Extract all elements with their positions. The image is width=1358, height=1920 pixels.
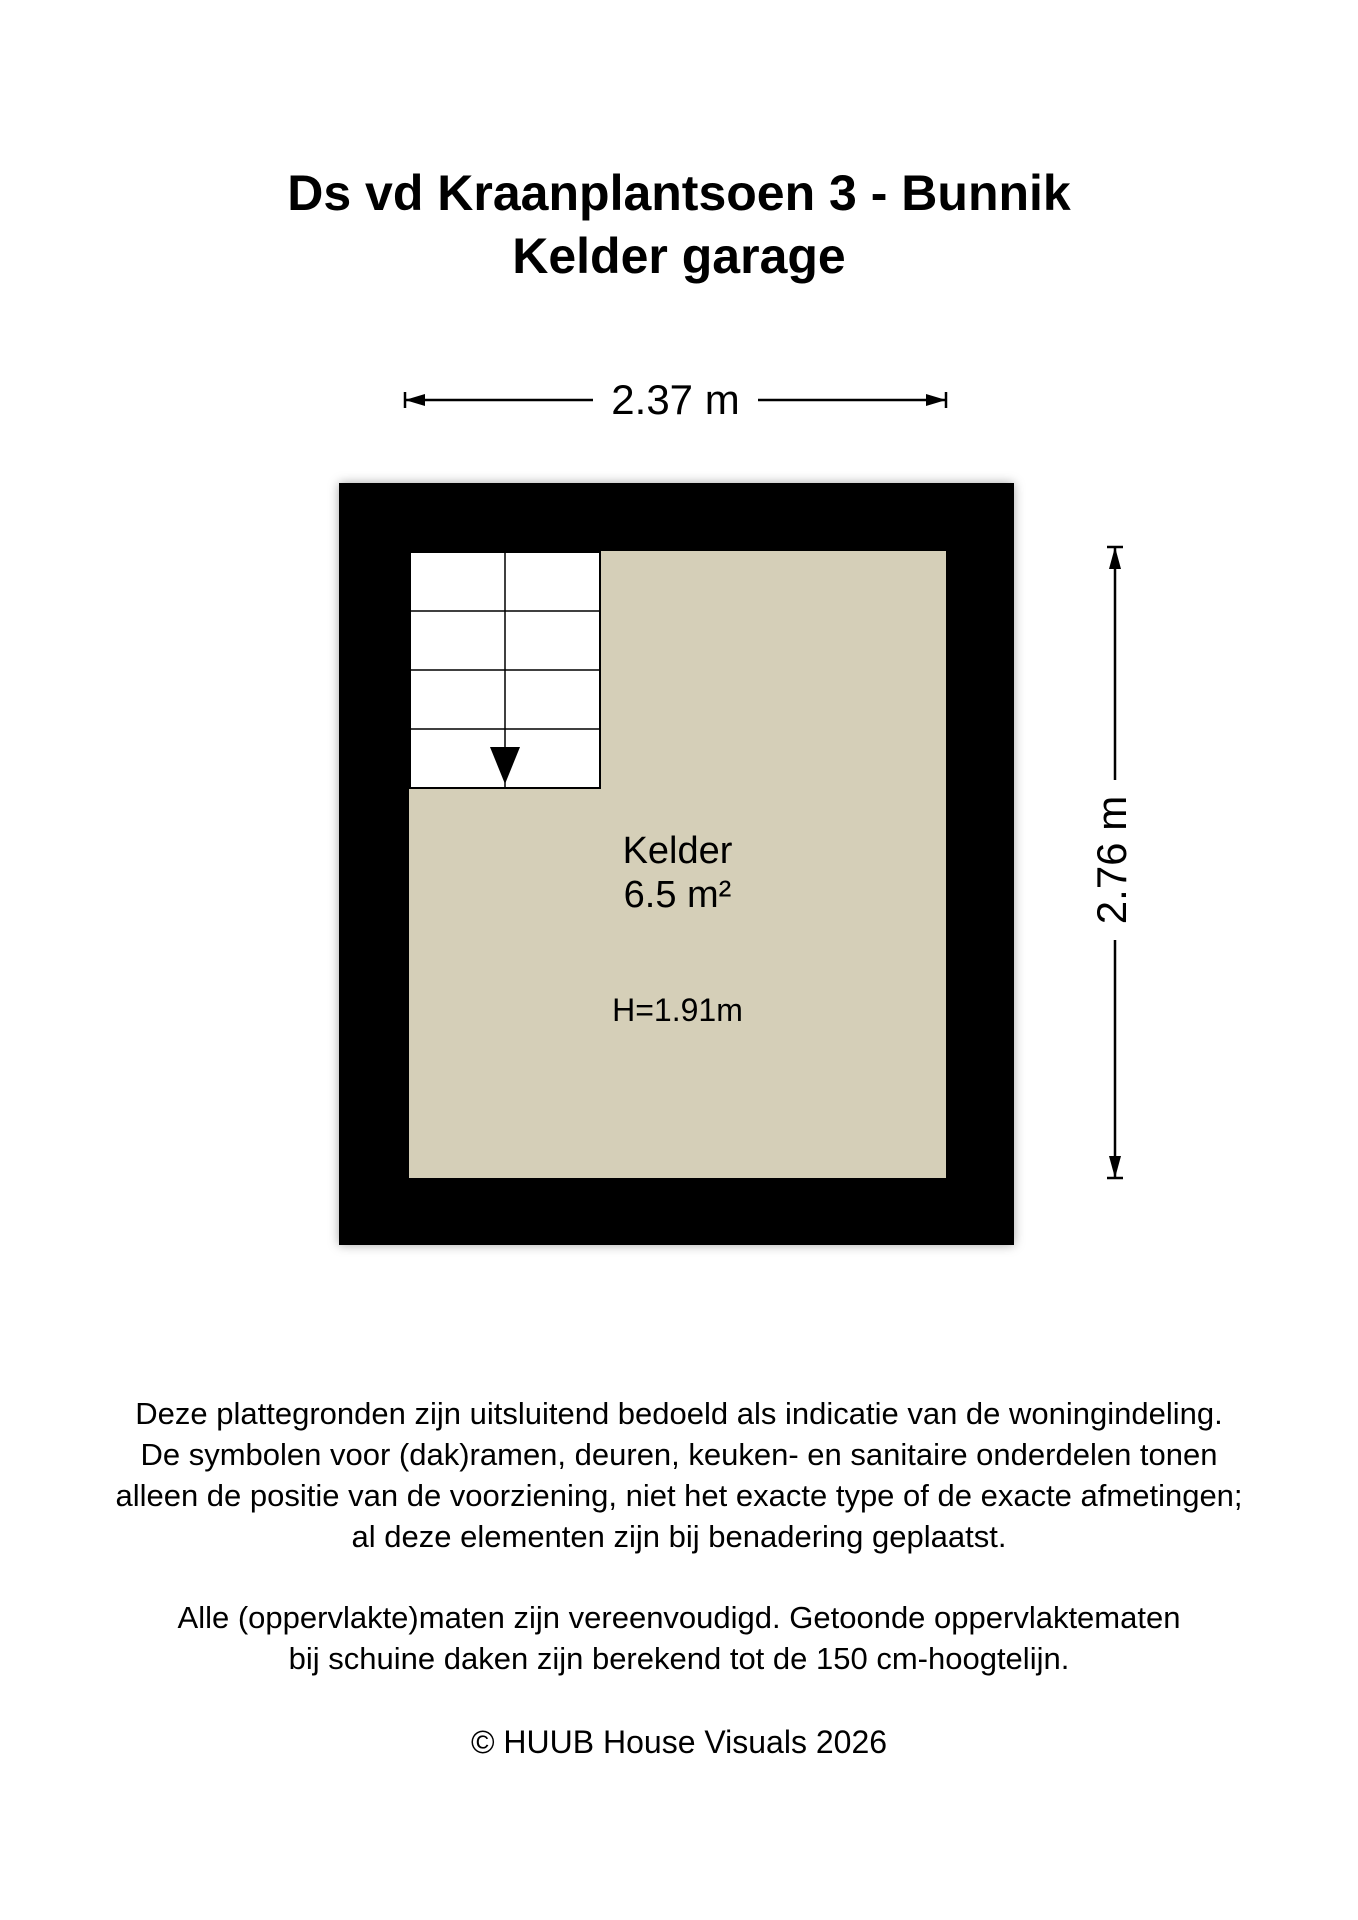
- disclaimer-paragraph-2: [0, 1597, 1358, 1679]
- staircase-icon: [409, 551, 601, 789]
- width-dimension-label: 2.37 m: [611, 376, 740, 423]
- disclaimer-line: Alle (oppervlakte)maten zijn vereenvoudigd. Getoonde oppervlaktematen: [177, 1600, 1181, 1635]
- width-dimension: [403, 370, 948, 430]
- room-area: 6.5 m²: [623, 874, 732, 916]
- plan-title-address: Ds vd Kraanplantsoen 3 - Bunnik: [287, 165, 1071, 221]
- disclaimer-line: al deze elementen zijn bij benadering geplaatst.: [351, 1519, 1007, 1554]
- room-ceiling-height: H=1.91m: [612, 992, 743, 1028]
- height-dimension-label: 2.76 m: [1088, 795, 1136, 925]
- plan-title-floor: Kelder garage: [512, 228, 846, 284]
- height-dimension: [1085, 545, 1145, 1180]
- floor-plan-walls: [339, 483, 1014, 1245]
- copyright-notice: © HUUB House Visuals 2026: [470, 1724, 888, 1760]
- disclaimer-paragraph-1: [0, 1393, 1358, 1557]
- disclaimer-line: alleen de positie van de voorziening, niet het exacte type of de exacte afmetingen;: [115, 1478, 1243, 1513]
- height-dimension-arrows: [1085, 545, 1145, 1180]
- disclaimer-line: De symbolen voor (dak)ramen, deuren, keuken- en sanitaire onderdelen tonen: [140, 1437, 1218, 1472]
- disclaimer-line: Deze plattegronden zijn uitsluitend bedoeld als indicatie van de woningindeling.: [135, 1396, 1223, 1431]
- disclaimer-line: bij schuine daken zijn berekend tot de 150 cm-hoogtelijn.: [288, 1641, 1070, 1676]
- room-label: Kelder: [622, 830, 733, 872]
